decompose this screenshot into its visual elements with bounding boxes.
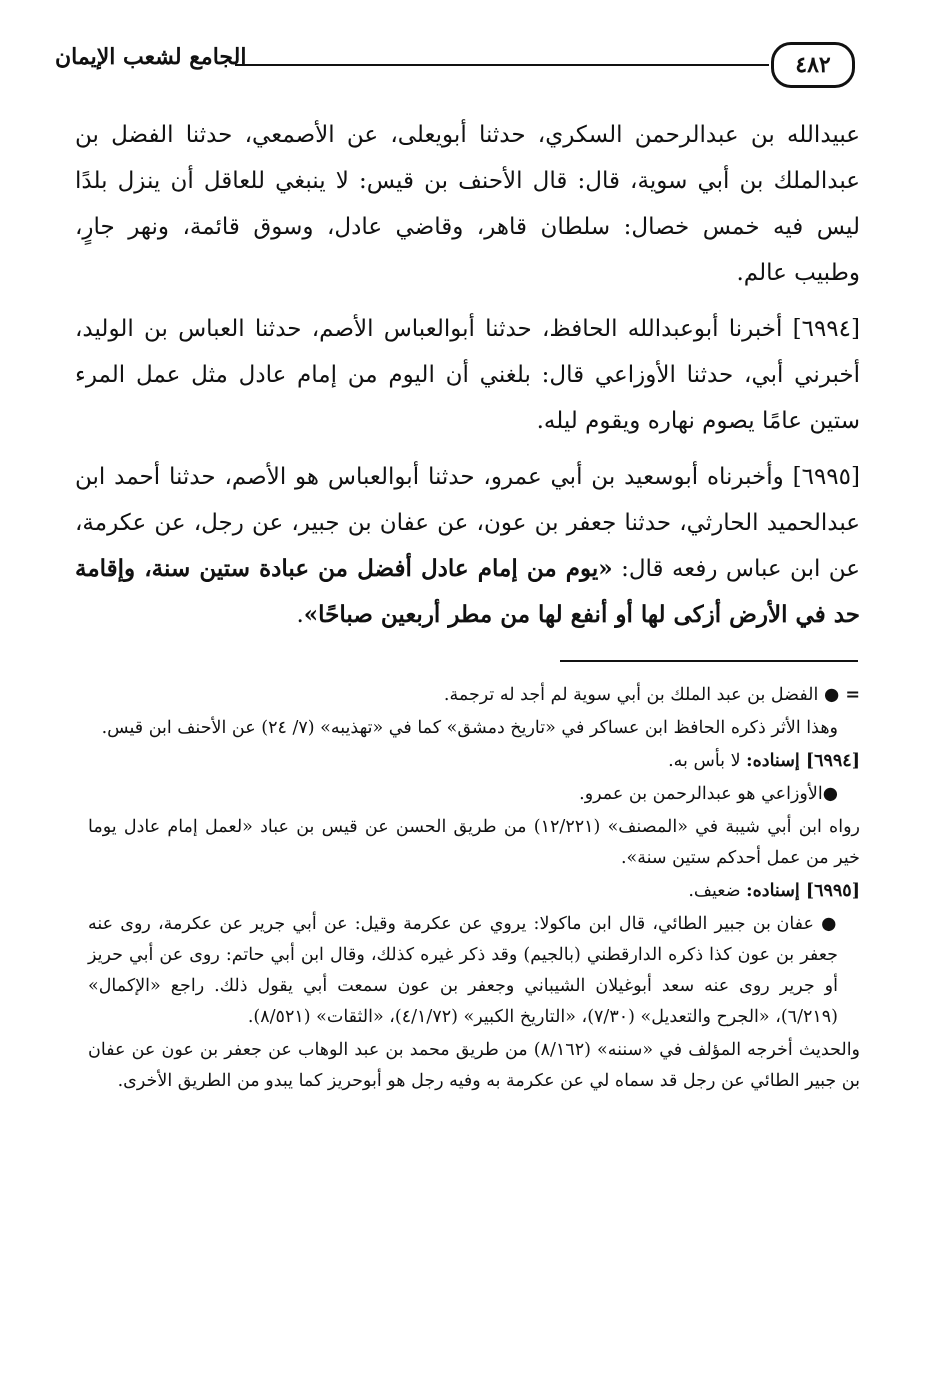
bullet-icon: ● <box>822 784 838 804</box>
main-text <box>75 112 860 648</box>
paragraph-6994: [٦٩٩٤] أخبرنا أبوعبدالله الحافظ، حدثنا أبوالعباس الأصم، حدثنا العباس بن الوليد، أخبرني أبي، حدثنا الأوزاعي قال: بلغني أن اليوم من إمام عادل مثل عمل المرء ستين عامًا يصوم نهاره ويقوم ليله. <box>75 316 860 434</box>
running-title: الجامع لشعب الإيمان <box>55 44 247 70</box>
bullet-icon: ● <box>821 914 838 934</box>
footnotes <box>88 680 860 1099</box>
paragraph-1: عبيدالله بن عبدالرحمن السكري، حدثنا أبويعلى، عن الأصمعي، حدثنا الفضل بن عبدالملك بن أبي سوية، قال: قال الأحنف بن قيس: لا ينبغي للعاقل أن ينزل بلدًا ليس فيه خمس خصال: سلطان قاهر، وقاضي عادل، وسوق قائمة، ونهر جارٍ، وطبيب عالم. <box>75 122 860 286</box>
footnote-3 <box>88 746 860 777</box>
isnad-label-6995: [٦٩٩٥] إسناده: <box>746 881 860 901</box>
footnote-7 <box>88 909 860 1033</box>
footnote-5: رواه ابن أبي شيبة في «المصنف» (١٢/٢٢١) من طريق الحسن عن قيس بن عباد «لعمل إمام عادل يوما خير من عمل أحدكم ستين سنة». <box>88 817 860 868</box>
footnote-1-text: الفضل بن عبد الملك بن أبي سوية لم أجد له ترجمة. <box>443 685 819 705</box>
isnad-value-6994: لا بأس به. <box>668 751 741 771</box>
isnad-label-6994: [٦٩٩٤] إسناده: <box>746 751 860 771</box>
footnote-2: وهذا الأثر ذكره الحافظ ابن عساكر في «تاريخ دمشق» كما في «تهذيبه» (٧/ ٢٤) عن الأحنف ابن قيس. <box>101 718 838 738</box>
header-rule <box>235 64 769 66</box>
footnote-1 <box>88 680 860 711</box>
footnote-4 <box>88 779 860 810</box>
page-number: ٤٨٢ <box>771 42 855 88</box>
isnad-value-6995: ضعيف. <box>688 881 741 901</box>
bullet-icon: = ● <box>823 685 860 705</box>
footnote-divider <box>560 660 858 662</box>
footnote-6 <box>88 876 860 907</box>
paragraph-6995-text: [٦٩٩٥] وأخبرناه أبوسعيد بن أبي عمرو، حدثنا أبوالعباس هو الأصم، حدثنا أحمد ابن عبدالحميد الحارثي، حدثنا جعفر بن عون، عن عفان بن جبير، عن رجل، عن عكرمة، عن ابن عباس رفعه قال: <box>75 464 860 582</box>
paragraph-6995-end: . <box>296 602 304 628</box>
paragraph-6995 <box>75 454 860 638</box>
footnote-4-text: الأوزاعي هو عبدالرحمن بن عمرو. <box>579 784 823 804</box>
hadith-quote: «يوم من إمام عادل أفضل من عبادة ستين سنة، وإقامة حد في الأرض أزكى لها أو أنفع لها من مطر أربعين صباحًا» <box>75 555 860 628</box>
footnote-8: والحديث أخرجه المؤلف في «سننه» (٨/١٦٢) من طريق محمد بن عبد الوهاب عن جعفر بن عون عن عفان بن جبير الطائي عن رجل قد سماه لي عن عكرمة به وفيه رجل هو أبوحريز كما يبدو من الطريق الأخرى. <box>88 1040 861 1091</box>
page-header <box>55 28 855 98</box>
footnote-7-text: عفان بن جبير الطائي، قال ابن ماكولا: يروي عن عكرمة وقيل: عن أبي جرير عن عكرمة، روى عنه جعفر بن عون كذا ذكره الدارقطني (بالجيم) وقد ذكر غيره كذلك، وقال ابن أبي حاتم: روى عن أبي حريز أو جرير روى عنه سعد أبوغيلان الشيباني وجعفر بن عون سمعت أبي يقول ذلك. راجع «الإكمال» (٦/٢١٩)، «الجرح والتعديل» (٧/٣٠)، «التاريخ الكبير» (٤/١/٧٢)، «الثقات» (٨/٥٢١). <box>88 914 838 1027</box>
